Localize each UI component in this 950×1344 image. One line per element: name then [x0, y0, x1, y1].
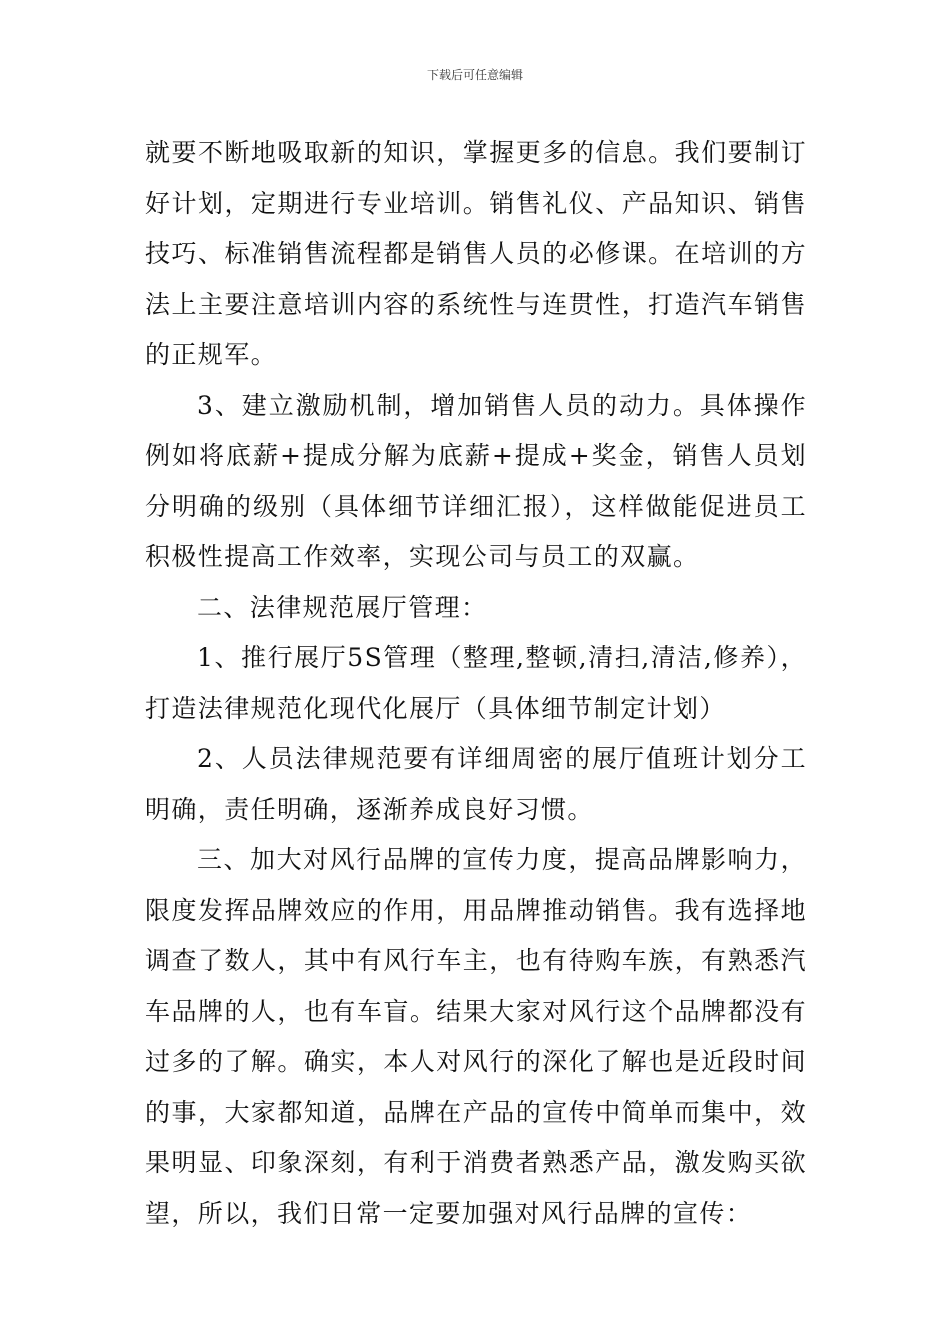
section-heading-showroom: 二、法律规范展厅管理：	[197, 592, 488, 622]
document-body	[145, 128, 807, 1239]
paragraph-brand-promotion: 三、加大对风行品牌的宣传力度，提高品牌影响力，限度发挥品牌效应的作用，用品牌推动销售。我有选择地调查了数人，其中有风行车主，也有待购车族，有熟悉汽车品牌的人，也有车盲。结果大家对风行这个品牌都没有过多的了解。确实，本人对风行的深化了解也是近段时间的事，大家都知道，品牌在产品的宣传中简单而集中，效果明显、印象深刻，有利于消费者熟悉产品，激发购买欲望，所以，我们日常一定要加强对风行品牌的宣传：	[145, 845, 807, 1228]
paragraph-5s-management: 1、推行展厅5S管理（整理,整顿,清扫,清洁,修养），打造法律规范化现代化展厅（具体细节制定计划）	[145, 643, 807, 723]
page-header: 下载后可任意编辑	[426, 68, 523, 82]
paragraph-training: 就要不断地吸取新的知识，掌握更多的信息。我们要制订好计划，定期进行专业培训。销售礼仪、产品知识、销售技巧、标准销售流程都是销售人员的必修课。在培训的方法上主要注意培训内容的系统性与连贯性，打造汽车销售的正规军。	[145, 138, 807, 369]
paragraph-incentive: 3、建立激励机制，增加销售人员的动力。具体操作例如将底薪+提成分解为底薪+提成+奖金，销售人员划分明确的级别（具体细节详细汇报），这样做能促进员工积极性提高工作效率，实现公司与员工的双赢。	[145, 390, 807, 571]
paragraph-duty-plan: 2、人员法律规范要有详细周密的展厅值班计划分工明确，责任明确，逐渐养成良好习惯。	[145, 744, 807, 824]
